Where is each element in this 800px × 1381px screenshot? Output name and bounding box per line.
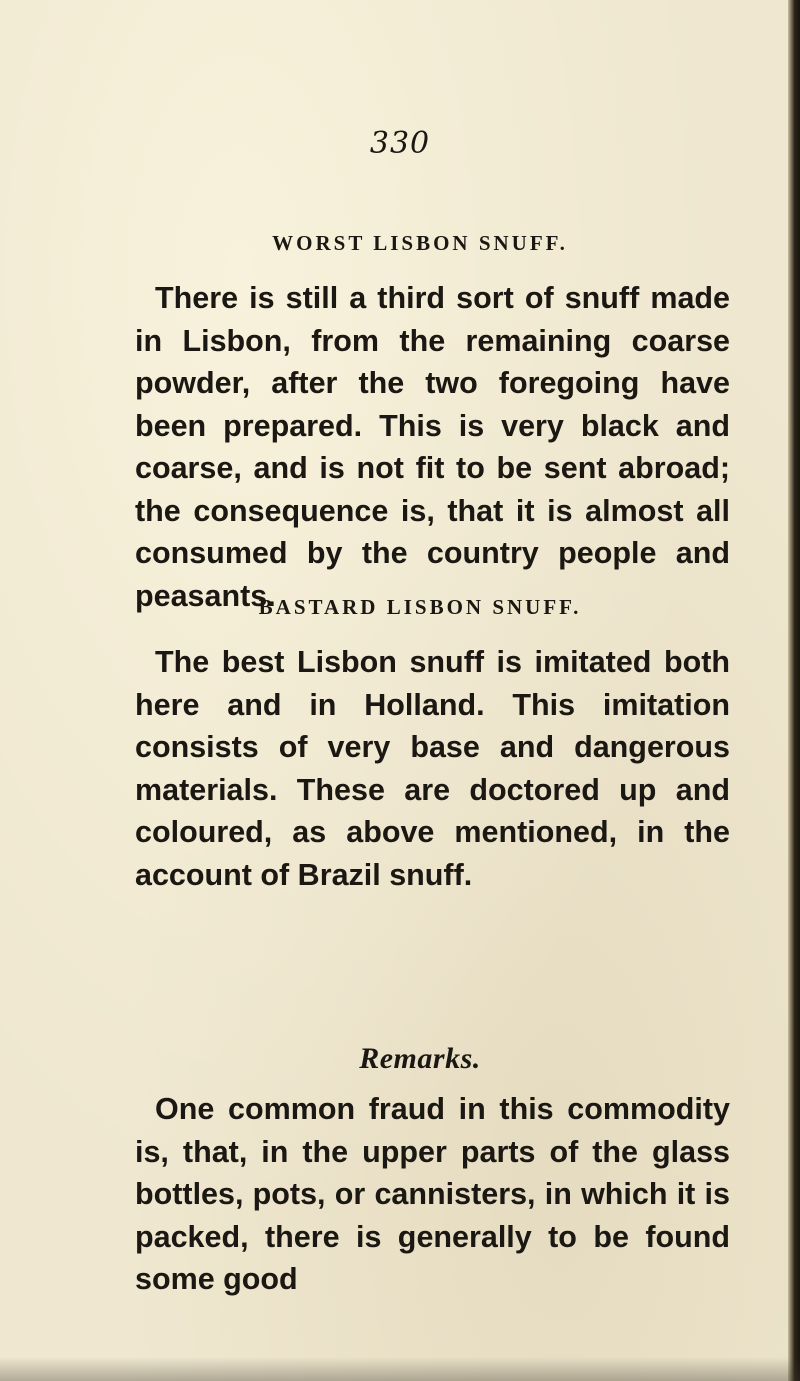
- section-heading-worst-lisbon-snuff: WORST LISBON SNUFF.: [272, 231, 568, 255]
- page-edge-shadow: [788, 0, 800, 1381]
- section-heading-remarks: Remarks.: [359, 1042, 481, 1075]
- paragraph-worst-lisbon-snuff: There is still a third sort of snuff made in Lisbon, from the remaining coarse powder, after the two foregoing have been prepared. This is very black and coarse, and is not fit to be sent abroad; the consequence is, that it is almost all consumed by the country people and peasants.: [135, 281, 730, 613]
- paragraph-remarks: One common fraud in this commodity is, that, in the upper parts of the glass bottles, pots, or cannisters, in which it is packed, there is generally to be found some good: [135, 1092, 730, 1296]
- page-bottom-smudge: [0, 1357, 800, 1381]
- page-number: 330: [369, 126, 431, 161]
- paragraph-bastard-lisbon-snuff: The best Lisbon snuff is imitated both here and in Holland. This imitation consists of very base and dangerous materials. These are doctored up and coloured, as above mentioned, in the account of Brazil snuff.: [135, 645, 730, 892]
- section-heading-bastard-lisbon-snuff: BASTARD LISBON SNUFF.: [258, 595, 582, 619]
